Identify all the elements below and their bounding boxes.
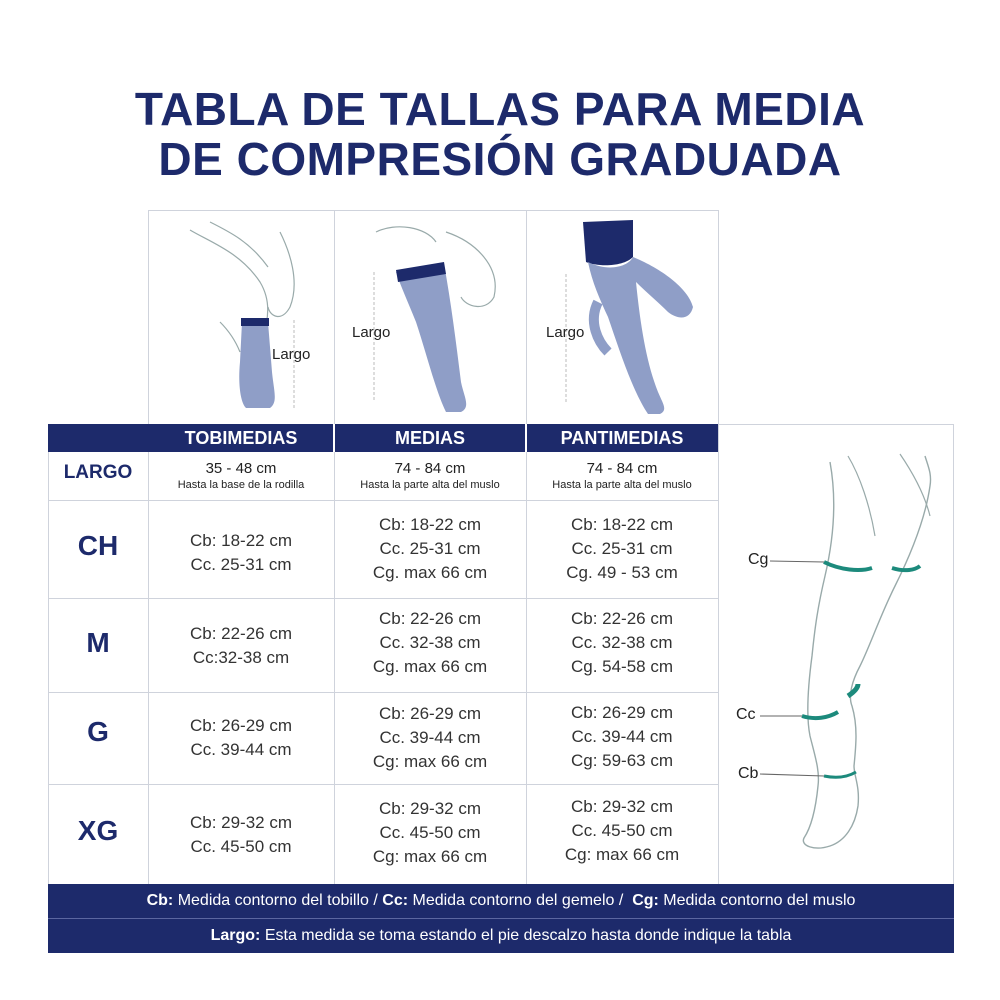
largo-range: 74 - 84 cm [394,460,466,477]
cell-line: Cb: 22-26 cm [378,609,482,628]
table-cell [148,529,334,577]
header-divider [525,424,527,452]
cg-key: Cg: [632,892,659,909]
table-cell [334,797,526,869]
illus-top-border [148,210,718,211]
cell-line: Cg: max 66 cm [372,752,488,771]
cell-line: Cc. 25-31 cm [379,539,481,558]
medias-illustration [336,212,524,420]
size-ch: CH [77,530,119,561]
footer-legend [48,884,954,918]
cc-label: Cc [736,706,756,723]
largo-key: Largo: [210,927,261,944]
cell-line: Cg. max 66 cm [372,563,488,582]
cell-line: Cc. 39-44 cm [379,728,481,747]
cell-line: Cb: 26-29 cm [189,716,293,735]
cell-line: Cb: 26-29 cm [378,704,482,723]
table-cell [334,702,526,774]
largo-note: Hasta la parte alta del muslo [360,479,500,491]
cell-line: Cb: 18-22 cm [570,515,674,534]
cell-line: Cb: 26-29 cm [570,703,674,722]
cell-line: Cb: 29-32 cm [189,813,293,832]
size-g: G [87,716,109,747]
illus-divider [718,210,719,424]
column-header-tobimedias: TOBIMEDIAS [184,428,298,448]
cell-line: Cb: 29-32 cm [570,797,674,816]
cb-label: Cb [738,765,759,782]
size-xg: XG [77,815,119,846]
title-line-1: TABLA DE TALLAS PARA MEDIA [134,83,866,135]
title-line-2: DE COMPRESIÓN GRADUADA [158,133,842,185]
table-cell [148,622,334,670]
column-header-pantimedias: PANTIMEDIAS [560,428,684,448]
cell-line: Cg. 54-58 cm [570,657,674,676]
column-header-medias: MEDIAS [394,428,465,448]
cell-line: Cg: 59-63 cm [570,751,674,770]
header-divider [333,424,335,452]
table-divider [718,424,719,884]
cb-key: Cb: [146,892,174,909]
cell-line: Cc. 25-31 cm [571,539,673,558]
table-border [718,424,954,425]
footer-note [48,919,954,953]
illus-divider [148,210,149,424]
leg-measurement-diagram [720,426,952,882]
cell-line: Cc. 45-50 cm [190,837,292,856]
table-cell [526,513,718,585]
largo-range: 35 - 48 cm [205,460,277,477]
cell-line: Cc. 32-38 cm [379,633,481,652]
row-divider [48,692,718,693]
table-border [953,424,954,884]
cg-label: Cg [748,551,769,568]
cell-line: Cb: 18-22 cm [189,531,293,550]
cell-line: Cc. 45-50 cm [571,821,673,840]
tobimedias-largo-label: Largo [272,346,311,363]
largo-row-label: LARGO [63,462,133,483]
largo-range: 74 - 84 cm [586,460,658,477]
largo-tobimedias [148,461,334,493]
cell-line: Cg. 49 - 53 cm [566,563,678,582]
tobimedias-illustration [150,212,332,420]
largo-pantimedias [526,461,718,493]
size-m: M [86,627,110,658]
table-cell [526,607,718,679]
row-divider [48,784,718,785]
cb-text: Medida contorno del tobillo / [177,892,378,909]
largo-note: Hasta la base de la rodilla [177,479,305,491]
row-divider [48,500,718,501]
table-cell [526,701,718,773]
cell-line: Cb: 22-26 cm [570,609,674,628]
cell-line: Cb: 29-32 cm [378,799,482,818]
illus-divider [334,210,335,424]
cc-text: Medida contorno del gemelo / [412,892,624,909]
cc-key: Cc: [382,892,409,909]
pantimedias-largo-label: Largo [546,324,585,341]
table-cell [148,714,334,762]
table-cell [526,795,718,867]
table-cell [334,607,526,679]
cell-line: Cb: 18-22 cm [378,515,482,534]
table-cell [148,811,334,859]
pantimedias-illustration [528,212,716,420]
largo-note: Hasta la parte alta del muslo [552,479,692,491]
cell-line: Cb: 22-26 cm [189,624,293,643]
cell-line: Cg: max 66 cm [564,845,680,864]
largo-text: Esta medida se toma estando el pie descalzo hasta donde indique la tabla [264,927,792,944]
cell-line: Cg: max 66 cm [372,847,488,866]
largo-medias [334,461,526,493]
cg-text: Medida contorno del muslo [663,892,856,909]
cell-line: Cc. 39-44 cm [571,727,673,746]
cell-line: Cc. 25-31 cm [190,555,292,574]
table-cell [334,513,526,585]
illus-divider [526,210,527,424]
medias-largo-label: Largo [352,324,391,341]
cell-line: Cc. 39-44 cm [190,740,292,759]
cell-line: Cg. max 66 cm [372,657,488,676]
cell-line: Cc. 32-38 cm [571,633,673,652]
cell-line: Cc:32-38 cm [192,648,290,667]
row-divider [48,598,718,599]
cell-line: Cc. 45-50 cm [379,823,481,842]
